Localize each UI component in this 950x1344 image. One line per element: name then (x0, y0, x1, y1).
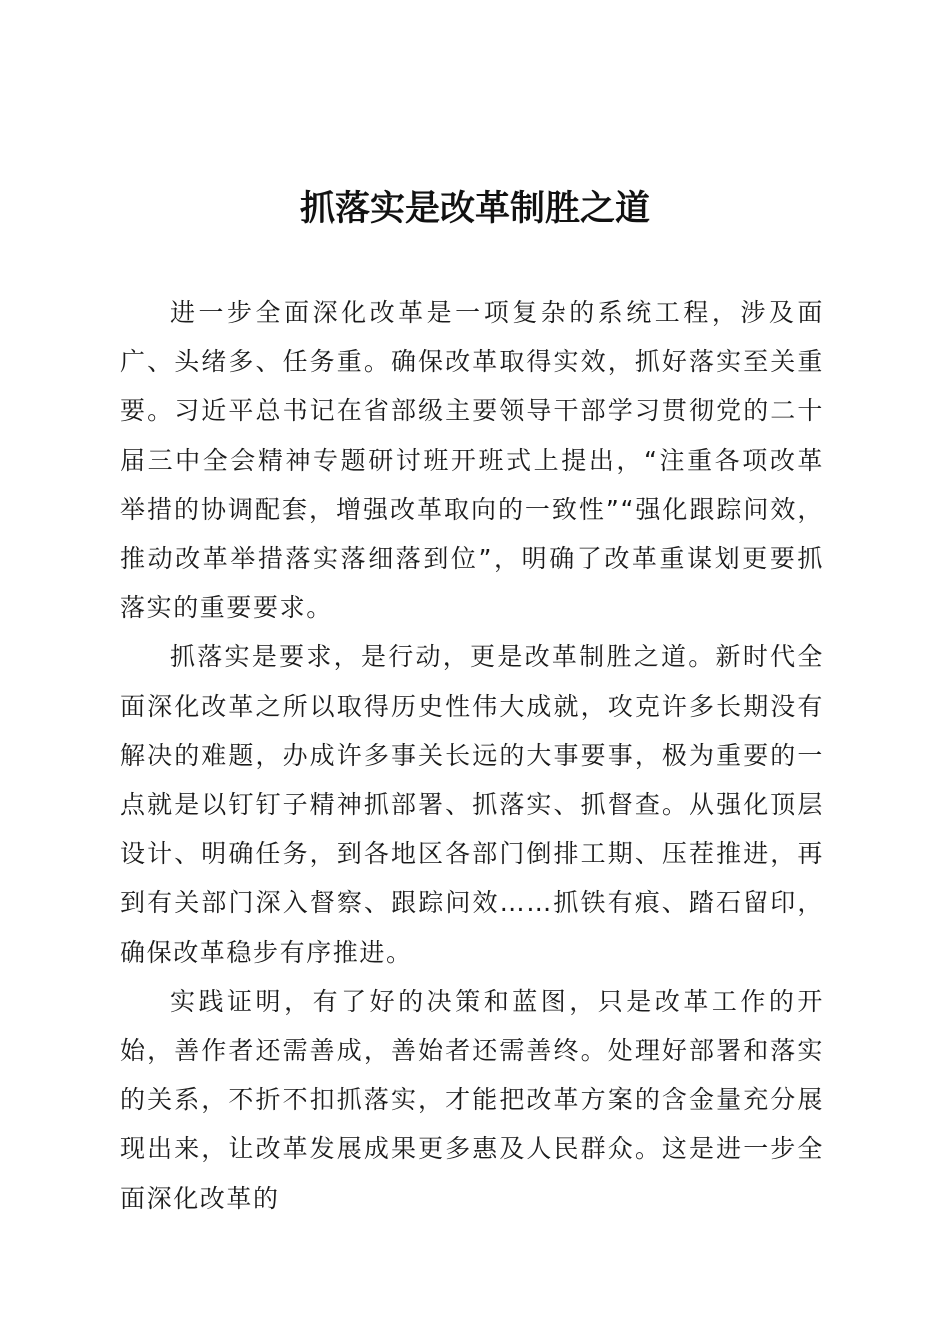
document-body (120, 288, 824, 1223)
paragraph-3: 实践证明，有了好的决策和蓝图，只是改革工作的开始，善作者还需善成，善始者还需善终。处理好部署和落实的关系，不折不扣抓落实，才能把改革方案的含金量充分展现出来，让改革发展成果更多惠及人民群众。这是进一步全面深化改革的 (120, 986, 824, 1213)
paragraph-1: 进一步全面深化改革是一项复杂的系统工程，涉及面广、头绪多、任务重。确保改革取得实效，抓好落实至关重要。习近平总书记在省部级主要领导干部学习贯彻党的二十届三中全会精神专题研讨班开班式上提出，“注重各项改革举措的协调配套，增强改革取向的一致性”“强化跟踪问效，推动改革举措落实落细落到位”，明确了改革重谋划更要抓落实的重要要求。 (120, 298, 824, 623)
paragraph-2: 抓落实是要求，是行动，更是改革制胜之道。新时代全面深化改革之所以取得历史性伟大成就，攻克许多长期没有解决的难题，办成许多事关长远的大事要事，极为重要的一点就是以钉钉子精神抓部署、抓落实、抓督查。从强化顶层设计、明确任务，到各地区各部门倒排工期、压茬推进，再到有关部门深入督察、跟踪问效……抓铁有痕、踏石留印，确保改革稳步有序推进。 (120, 642, 824, 967)
document-title: 抓落实是改革制胜之道 (299, 188, 650, 229)
